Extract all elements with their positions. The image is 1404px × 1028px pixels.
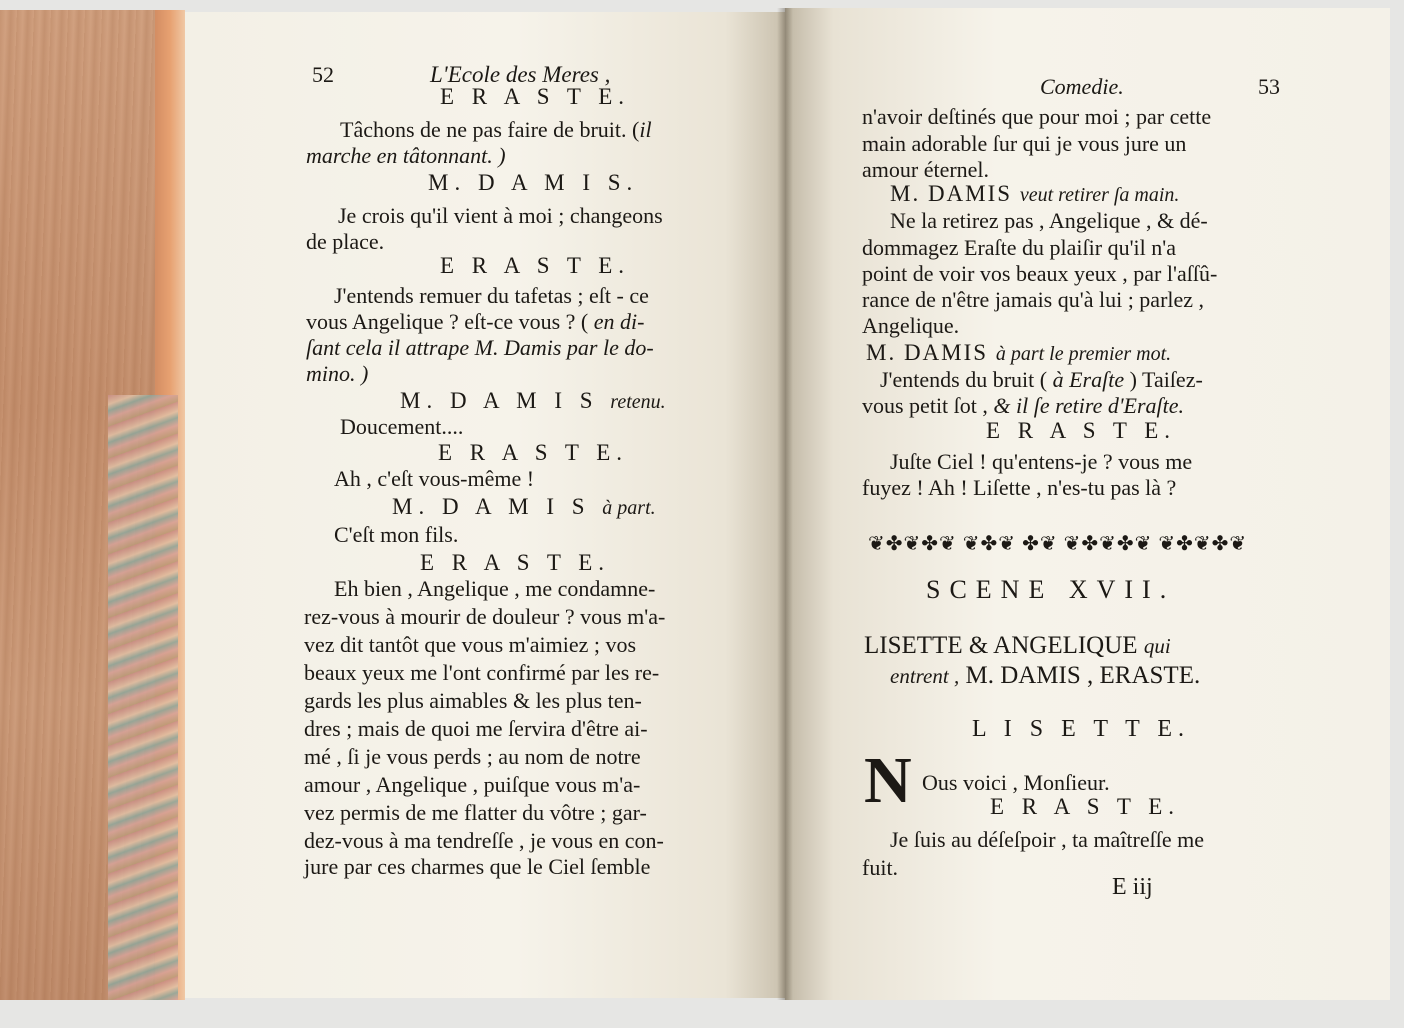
text-line: vous petit ſot , & il ſe retire d'Eraſte.: [862, 393, 1185, 418]
text-line: Je ſuis au déſeſpoir , ta maîtreſſe me: [890, 827, 1205, 852]
speaker-eraste: E R A S T E.: [440, 84, 631, 109]
speaker-eraste: E R A S T E.: [440, 253, 631, 278]
text-line: Doucement....: [340, 414, 464, 439]
text-line: C'eſt mon fils.: [334, 522, 459, 547]
text-line: main adorable ſur qui je vous jure un: [862, 131, 1187, 156]
text-line: rance de n'être jamais qu'à lui ; parlez ,: [862, 287, 1205, 312]
marbled-edge: [108, 395, 178, 1000]
speaker-eraste: E R A S T E.: [990, 794, 1181, 819]
right-running-head: Comedie.: [1040, 74, 1124, 99]
text-line: gards les plus aimables & les plus ten-: [304, 688, 642, 713]
characters-list: LISETTE & ANGELIQUE qui: [864, 632, 1171, 659]
text-line: mé , ſi je vous perds ; au nom de notre: [304, 744, 641, 769]
text-line: beaux yeux me l'ont confirmé par les re-: [304, 660, 660, 685]
left-running-head: L'Ecole des Meres ,: [430, 62, 611, 87]
characters-list: entrent , M. DAMIS , ERASTE.: [890, 662, 1201, 689]
text-line: J'entends remuer du tafetas ; eſt - ce: [334, 283, 649, 308]
printers-ornament: ❦✤❦✤❦ ❦✤❦ ✤❦ ❦✤❦✤❦ ❦✤❦✤❦: [868, 533, 1248, 555]
text-line: rez-vous à mourir de douleur ? vous m'a-: [304, 604, 666, 629]
text-line: Ah , c'eſt vous-même !: [334, 466, 535, 491]
text-line: vez permis de me flatter du vôtre ; gar-: [304, 800, 647, 825]
stage-direction: ſant cela il attrape M. Damis par le do-: [306, 335, 654, 360]
speaker-damis: M. D A M I S retenu.: [400, 388, 666, 413]
text-line: Tâchons de ne pas faire de bruit. (il: [340, 117, 652, 142]
text-line: J'entends du bruit ( à Eraſte ) Taiſez-: [880, 367, 1203, 392]
text-line: Ous voici , Monſieur.: [922, 770, 1110, 795]
speaker-damis: M. D A M I S.: [428, 170, 639, 195]
text-line: dres ; mais de quoi me ſervira d'être ai-: [304, 716, 648, 741]
book-gutter: [777, 8, 793, 1000]
text-line: Angelique.: [862, 313, 960, 338]
drop-capital: N: [864, 744, 912, 817]
speaker-eraste: E R A S T E.: [438, 440, 629, 465]
speaker-eraste: E R A S T E.: [420, 550, 611, 575]
text-line: Je crois qu'il vient à moi ; changeons: [338, 203, 663, 228]
text-line: vous Angelique ? eſt-ce vous ? ( en di-: [306, 309, 645, 334]
text-line: Eh bien , Angelique , me condamne-: [334, 576, 656, 601]
left-folio: 52: [312, 62, 334, 87]
text-line: Juſte Ciel ! qu'entens-je ? vous me: [890, 449, 1193, 474]
text-line: fuit.: [862, 855, 899, 880]
text-line: de place.: [306, 229, 385, 254]
speaker-eraste: E R A S T E.: [986, 418, 1177, 443]
speaker-damis: M. D A M I S à part.: [392, 494, 656, 519]
text-line: dez-vous à ma tendreſſe , je vous en con-: [304, 828, 664, 853]
text-line: jure par ces charmes que le Ciel ſemble: [304, 854, 651, 879]
stage-direction: mino. ): [306, 361, 369, 386]
text-line: point de voir vos beaux yeux , par l'aſſû-: [862, 261, 1218, 286]
stage-direction: marche en tâtonnant. ): [306, 143, 506, 168]
text-line: dommagez Eraſte du plaiſir qu'il n'a: [862, 235, 1176, 260]
speaker-damis: M. DAMIS à part le premier mot.: [866, 340, 1172, 365]
text-line: amour , Angelique , puiſque vous m'a-: [304, 772, 641, 797]
signature-mark: E iij: [1112, 874, 1153, 900]
text-line: Ne la retirez pas , Angelique , & dé-: [890, 208, 1208, 233]
right-folio: 53: [1258, 74, 1280, 99]
speaker-damis: M. DAMIS veut retirer ſa main.: [890, 181, 1180, 206]
scene-title: SCENE XVII.: [926, 575, 1176, 604]
speaker-lisette: L I S E T T E.: [972, 716, 1191, 742]
text-line: n'avoir deſtinés que pour moi ; par cette: [862, 104, 1212, 129]
text-line: vez dit tantôt que vous m'aimiez ; vos: [304, 632, 637, 657]
text-line: fuyez ! Ah ! Liſette , n'es-tu pas là ?: [862, 475, 1177, 500]
text-line: amour éternel.: [862, 157, 990, 182]
